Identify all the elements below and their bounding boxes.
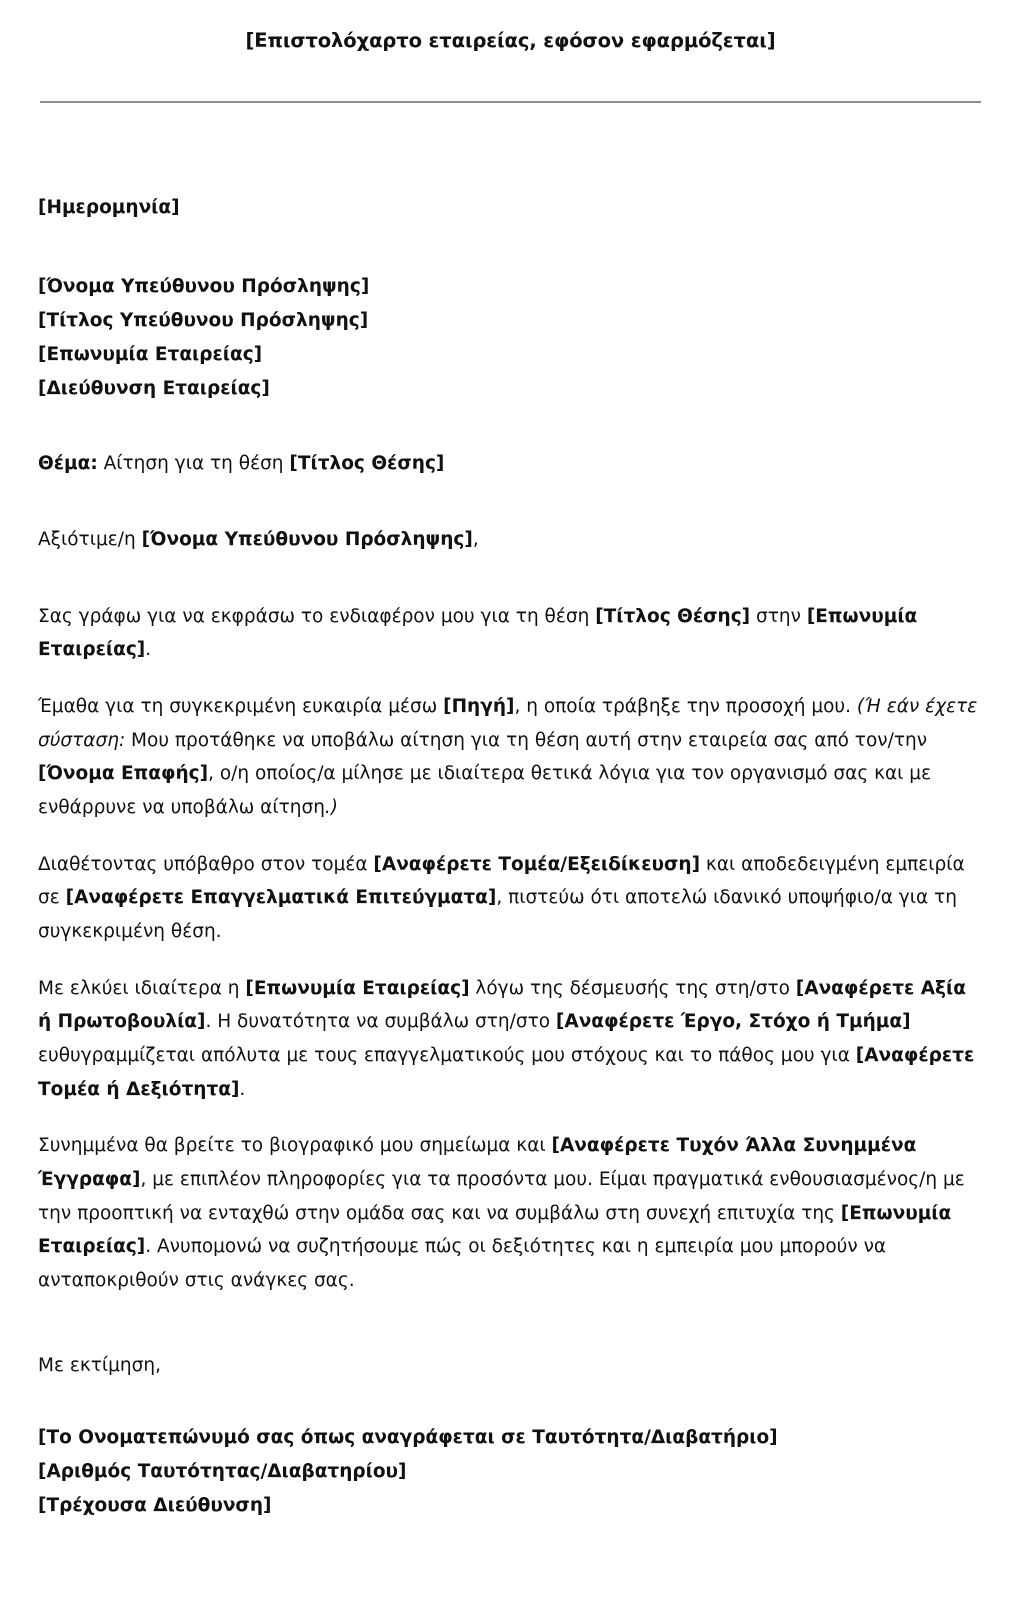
salutation-prefix: Αξιότιμε/η — [38, 529, 142, 551]
subject-line — [38, 450, 979, 478]
date-placeholder: [Ημερομηνία] — [38, 197, 180, 219]
letterhead-placeholder: [Επιστολόχαρτο εταιρείας, εφόσον εφαρμόζεται] — [245, 29, 776, 52]
salutation-line — [38, 526, 979, 554]
p3-text-2: και αποδεδειγμένη εμπειρία σε — [38, 853, 965, 909]
p1-text-1: Σας γράφω για να εκφράσω το ενδιαφέρον μου για τη θέση — [38, 605, 596, 627]
p3-text-3: , πιστεύω ότι αποτελώ ιδανικό υποψήφιο/α για τη συγκεκριμένη θέση. — [38, 887, 957, 943]
signature-id-number: [Αριθμός Ταυτότητας/Διαβατηρίου] — [38, 1461, 407, 1483]
recipient-title: [Τίτλος Υπεύθυνου Πρόσληψης] — [38, 310, 369, 332]
p5-bold-attachments: [Αναφέρετε Τυχόν Άλλα Συνημμένα Έγγραφα] — [38, 1135, 917, 1190]
p4-text-1: Με ελκύει ιδιαίτερα η — [38, 977, 246, 999]
recipient-address-block — [38, 270, 979, 406]
signature-current-address: [Τρέχουσα Διεύθυνση] — [38, 1495, 272, 1517]
subject-label: Θέμα: — [38, 453, 98, 475]
p2-bold-contact-name: [Όνομα Επαφής] — [38, 763, 209, 785]
p4-text-2: λόγω της δέσμευσής της στη/στο — [469, 977, 796, 999]
p2-text-1: Έμαθα για τη συγκεκριμένη ευκαιρία μέσω — [38, 696, 444, 718]
p5-text-1: Συνημμένα θα βρείτε το βιογραφικό μου σημείωμα και — [38, 1135, 552, 1157]
closing-line: Με εκτίμηση, — [38, 1354, 161, 1376]
p4-text-3: . Η δυνατότητα να συμβάλω στη/στο — [205, 1011, 556, 1033]
p1-text-3: . — [145, 639, 152, 661]
p2-text-2: , η οποία τράβηξε την προσοχή μου. — [514, 696, 857, 718]
salutation-suffix: , — [472, 529, 479, 551]
p3-text-1: Διαθέτοντας υπόβαθρο στον τομέα — [38, 853, 374, 875]
p5-bold-company: [Επωνυμία Εταιρείας] — [38, 1202, 952, 1258]
p3-bold-achievements: [Αναφέρετε Επαγγελματικά Επιτεύγματα] — [65, 887, 497, 909]
p5-text-2: , με επιπλέον πληροφορίες για τα προσόντα μου. Είμαι πραγματικά ενθουσιασμένος/η με την προοπτική να ενταχθώ στην ομάδα σας και να συμβάλω στη συνεχή επιτυχία της — [38, 1168, 965, 1224]
recipient-name: [Όνομα Υπεύθυνου Πρόσληψης] — [38, 276, 370, 298]
p2-italic-close: .) — [324, 797, 339, 819]
p4-text-5: . — [239, 1078, 246, 1100]
paragraph-intro — [38, 600, 979, 667]
letter-body — [0, 103, 1021, 1523]
signature-block — [38, 1421, 979, 1523]
signature-full-name: [Το Ονοματεπώνυμό σας όπως αναγράφεται σε Ταυτότητα/Διαβατήριο] — [38, 1427, 778, 1449]
p1-bold-company: [Επωνυμία Εταιρείας] — [38, 605, 918, 661]
p1-text-2: στην — [750, 605, 807, 627]
p4-text-4: ευθυγραμμίζεται απόλυτα με τους επαγγελματικούς μου στόχους και το πάθος μου για — [38, 1045, 856, 1066]
recipient-company: [Επωνυμία Εταιρείας] — [38, 344, 263, 366]
subject-text: Αίτηση για τη θέση — [97, 453, 290, 475]
p4-bold-skill: [Αναφέρετε Τομέα ή Δεξιότητα] — [38, 1045, 975, 1100]
p4-bold-project: [Αναφέρετε Έργο, Στόχο ή Τμήμα] — [555, 1011, 911, 1033]
p4-bold-value: [Αναφέρετε Αξία ή Πρωτοβουλία] — [38, 977, 966, 1033]
paragraph-source — [38, 690, 979, 825]
p2-bold-source: [Πηγή] — [443, 696, 515, 718]
p2-italic-open: (Ή εάν έχετε σύσταση: — [38, 696, 978, 751]
top-spacer — [38, 103, 979, 195]
p1-bold-job-title: [Τίτλος Θέσης] — [595, 605, 751, 627]
subject-job-title: [Τίτλος Θέσης] — [289, 453, 445, 475]
p3-bold-field: [Αναφέρετε Τομέα/Εξειδίκευση] — [373, 853, 701, 875]
paragraph-background — [38, 848, 979, 949]
paragraph-motivation — [38, 972, 979, 1107]
recipient-address: [Διεύθυνση Εταιρείας] — [38, 378, 270, 400]
paragraph-attachments — [38, 1129, 979, 1297]
p2-text-4: , ο/η οποίος/α μίλησε με ιδιαίτερα θετικά λόγια για τον οργανισμό σας και με ενθάρρυνε να υποβάλω αίτηση — [38, 763, 932, 819]
p5-text-3: . Ανυπομονώ να συζητήσουμε πώς οι δεξιότητες και η εμπειρία μου μπορούν να ανταποκριθούν στις ανάγκες σας. — [38, 1236, 887, 1291]
p4-bold-company: [Επωνυμία Εταιρείας] — [245, 977, 470, 999]
p2-text-3: Μου προτάθηκε να υποβάλω αίτηση για τη θέση αυτή στην εταιρεία σας από τον/την — [125, 729, 928, 751]
salutation-name: [Όνομα Υπεύθυνου Πρόσληψης] — [141, 529, 473, 551]
